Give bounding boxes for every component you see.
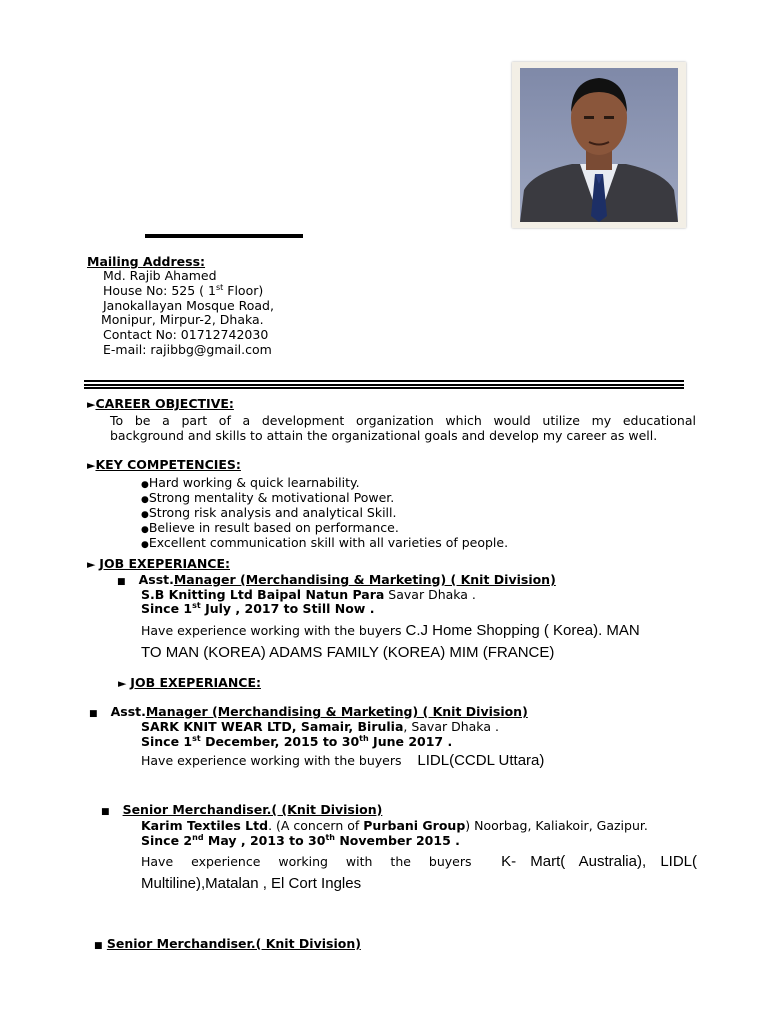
mailing-contact: Contact No: 01712742030	[103, 327, 269, 343]
job2-dates: Since 1st December, 2015 to 30th June 2017 .	[141, 733, 453, 749]
portrait-image	[520, 68, 678, 222]
header-bar	[145, 234, 303, 238]
job3-experience: Have experience working with the buyers K- Mart( Australia), LIDL( Multiline),Matalan , El Cort Ingles	[141, 853, 697, 892]
bullet-icon: ●	[141, 510, 149, 520]
list-item: ●Hard working & quick learnability.	[141, 475, 360, 490]
divider-line-bottom	[84, 387, 684, 389]
job3-dates: Since 2nd May , 2013 to 30th November 2015 .	[141, 832, 460, 848]
list-item: ●Believe in result based on performance.	[141, 520, 399, 535]
arrow-right-icon: ►	[87, 459, 96, 472]
mailing-email: E-mail: rajibbg@gmail.com	[103, 341, 272, 357]
profile-photo	[512, 62, 686, 228]
competencies-list	[141, 475, 508, 550]
portrait-drawing	[520, 68, 678, 222]
job-experience-heading: ► JOB EXEPERIANCE:	[87, 556, 230, 571]
bullet-icon: ●	[141, 480, 149, 490]
mailing-name: Md. Rajib Ahamed	[103, 268, 217, 283]
arrow-right-icon: ►	[87, 558, 100, 571]
job1-dates: Since 1st July , 2017 to Still Now .	[141, 600, 375, 616]
job-experience-heading-2: ► JOB EXEPERIANCE:	[118, 675, 261, 690]
job2-experience: Have experience working with the buyers LIDL(CCDL Uttara)	[141, 752, 545, 769]
divider-line-top	[84, 380, 684, 382]
job2-title: ■ Asst.Manager (Merchandising & Marketing) ( Knit Division)	[89, 704, 528, 719]
arrow-right-icon: ►	[87, 398, 96, 411]
mailing-address-block	[103, 269, 274, 358]
mailing-address-heading: Mailing Address:	[87, 254, 206, 269]
mailing-address-line1: Janokallayan Mosque Road,	[103, 297, 274, 313]
list-item: ●Excellent communication skill with all varieties of people.	[141, 535, 509, 550]
bullet-icon: ●	[141, 495, 149, 505]
career-objective-heading: ►CAREER OBJECTIVE:	[87, 396, 234, 411]
bullet-icon: ●	[141, 540, 149, 550]
square-bullet-icon: ■	[94, 941, 103, 951]
job2-company: SARK KNIT WEAR LTD, Samair, Birulia, Savar Dhaka .	[141, 719, 499, 734]
job1-title: ■ Asst.Manager (Merchandising & Marketing) ( Knit Division)	[117, 572, 556, 587]
job1-experience: Have experience working with the buyers C.J Home Shopping ( Korea). MAN TO MAN (KOREA) ADAMS FAMILY (KOREA) MIM (FRANCE)	[141, 622, 640, 661]
job4-title: ■ Senior Merchandiser.( Knit Division)	[94, 936, 361, 951]
job3-company: Karim Textiles Ltd. (A concern of Purbani Group) Noorbag, Kaliakoir, Gazipur.	[141, 818, 648, 833]
divider-line-middle	[84, 384, 684, 386]
square-bullet-icon: ■	[117, 577, 126, 587]
square-bullet-icon: ■	[101, 807, 110, 817]
list-item: ●Strong risk analysis and analytical Skill.	[141, 505, 397, 520]
job3-title: ■ Senior Merchandiser.( (Knit Division)	[101, 802, 383, 817]
arrow-right-icon: ►	[118, 677, 131, 690]
key-competencies-heading: ►KEY COMPETENCIES:	[87, 457, 241, 472]
square-bullet-icon: ■	[89, 709, 98, 719]
bullet-icon: ●	[141, 525, 149, 535]
mailing-house: House No: 525 ( 1st Floor)	[103, 282, 264, 298]
job1-company: S.B Knitting Ltd Baipal Natun Para Savar Dhaka .	[141, 587, 476, 602]
list-item: ●Strong mentality & motivational Power.	[141, 490, 395, 505]
mailing-address-line2: Monipur, Mirpur-2, Dhaka.	[101, 312, 264, 328]
career-objective-text: To be a part of a development organization which would utilize my educational background and skills to attain the organizational goals and develop my career as well.	[110, 413, 696, 443]
